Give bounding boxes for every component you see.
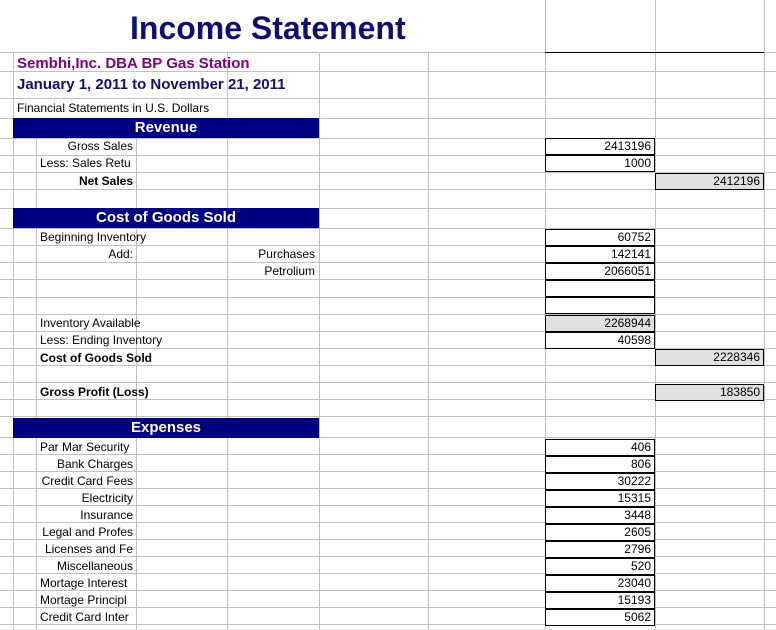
- purchases-label[interactable]: Purchases: [258, 247, 315, 261]
- beginning-inventory-cell[interactable]: 60752: [545, 229, 655, 246]
- net-sales-label[interactable]: Net Sales: [78, 174, 133, 188]
- currency-note[interactable]: Financial Statements in U.S. Dollars: [17, 101, 210, 115]
- gross-sales-label[interactable]: Gross Sales: [67, 139, 133, 153]
- expense-label[interactable]: Miscellaneous: [56, 559, 133, 573]
- gridline-row: [0, 624, 776, 625]
- purchases-cell[interactable]: 142141: [545, 246, 655, 263]
- gridline-row: [0, 539, 776, 540]
- cogs-total-label[interactable]: Cost of Goods Sold: [40, 351, 152, 365]
- expense-value-cell[interactable]: 2605: [545, 524, 655, 541]
- gridline-row: [0, 98, 776, 99]
- gridline-row: [0, 331, 776, 332]
- expense-label[interactable]: Par Mar Security: [40, 440, 130, 454]
- gridline-row: [0, 228, 776, 229]
- sales-returns-label[interactable]: Less: Sales Retu: [40, 156, 131, 170]
- expense-value-cell[interactable]: 5062: [545, 609, 655, 626]
- gridline-row: [0, 522, 776, 523]
- gridline-col: [764, 0, 765, 630]
- gridline-col: [227, 52, 228, 630]
- expense-value-cell[interactable]: 406: [545, 439, 655, 456]
- expense-value-cell[interactable]: 2796: [545, 541, 655, 558]
- gridline-row: [0, 314, 776, 315]
- cogs-header[interactable]: Cost of Goods Sold: [13, 208, 319, 228]
- statement-period[interactable]: January 1, 2011 to November 21, 2011: [17, 76, 286, 93]
- ending-inventory-label[interactable]: Less: Ending Inventory: [40, 333, 163, 347]
- inventory-available-label[interactable]: Inventory Available: [40, 316, 141, 330]
- beginning-inventory-label[interactable]: Beginning Inventory: [40, 230, 147, 244]
- gridline-col: [655, 0, 656, 630]
- expense-label[interactable]: Credit Card Fees: [41, 474, 133, 488]
- gross-profit-label[interactable]: Gross Profit (Loss): [40, 385, 149, 399]
- expense-value-cell[interactable]: 520: [545, 558, 655, 575]
- gross-profit-cell[interactable]: 183850: [655, 384, 764, 401]
- gridline-row: [0, 454, 776, 455]
- expense-label[interactable]: Bank Charges: [56, 457, 133, 471]
- gridline-row: [0, 556, 776, 557]
- empty-cell[interactable]: [545, 297, 655, 314]
- gridline-row: [0, 607, 776, 608]
- gridline-row: [0, 279, 776, 280]
- ending-inventory-cell[interactable]: 40598: [545, 332, 655, 349]
- expense-label[interactable]: Electricity: [81, 491, 133, 505]
- gridline-row: [0, 471, 776, 472]
- gridline-col: [13, 52, 14, 630]
- page-title: Income Statement: [130, 10, 406, 46]
- gross-sales-cell[interactable]: 2413196: [545, 138, 655, 155]
- expense-value-cell[interactable]: 3448: [545, 507, 655, 524]
- inventory-available-cell[interactable]: 2268944: [545, 315, 655, 332]
- net-sales-cell[interactable]: 2412196: [655, 173, 764, 190]
- expense-label[interactable]: Mortage Principl: [40, 593, 127, 607]
- gridline-col: [319, 52, 320, 630]
- expense-label[interactable]: Licenses and Fe: [44, 542, 133, 556]
- gridline-row: [0, 297, 776, 298]
- gridline-row: [0, 505, 776, 506]
- gridline-row: [0, 382, 776, 383]
- expense-value-cell[interactable]: 30222: [545, 473, 655, 490]
- cogs-total-cell[interactable]: 2228346: [655, 349, 764, 366]
- petrolium-cell[interactable]: 2066051: [545, 263, 655, 280]
- gridline-row: [0, 590, 776, 591]
- expense-label[interactable]: Mortage Interest: [40, 576, 128, 590]
- expense-value-cell[interactable]: 15315: [545, 490, 655, 507]
- expenses-header[interactable]: Expenses: [13, 418, 319, 438]
- empty-cell[interactable]: [545, 280, 655, 297]
- gridline-row: [0, 262, 776, 263]
- add-label[interactable]: Add:: [108, 247, 133, 261]
- expense-label[interactable]: Insurance: [80, 508, 133, 522]
- gridline-row: [0, 416, 776, 417]
- revenue-header[interactable]: Revenue: [13, 118, 319, 138]
- gridline-row: [0, 573, 776, 574]
- gridline-row: [0, 488, 776, 489]
- gridline-col: [428, 52, 429, 630]
- petrolium-label[interactable]: Petrolium: [264, 264, 315, 278]
- expense-value-cell[interactable]: 806: [545, 456, 655, 473]
- title-underline: [545, 52, 764, 53]
- sales-returns-cell[interactable]: 1000: [545, 155, 655, 172]
- gridline-row: [0, 245, 776, 246]
- expense-label[interactable]: Credit Card Inter: [40, 610, 129, 624]
- expense-value-cell[interactable]: 15193: [545, 592, 655, 609]
- company-name[interactable]: Sembhi,Inc. DBA BP Gas Station: [17, 55, 250, 72]
- expense-value-cell[interactable]: 23040: [545, 575, 655, 592]
- expense-label[interactable]: Legal and Profes: [42, 525, 133, 539]
